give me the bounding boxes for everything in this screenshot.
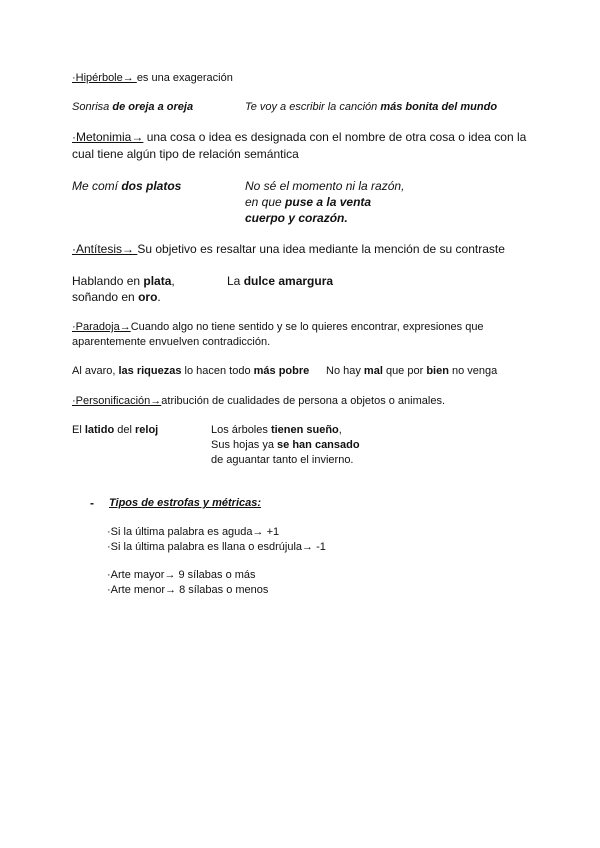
antitesis-definition: ·Antítesis→ Su objetivo es resaltar una idea mediante la mención de su contraste bbox=[72, 242, 505, 256]
paradoja-term: ·Paradoja→ bbox=[72, 321, 131, 333]
estrofas-heading: Tipos de estrofas y métricas: bbox=[109, 497, 262, 509]
personificacion-example-1: El latido del reloj bbox=[72, 424, 159, 436]
estrofas-item-llana: ·Si la última palabra es llana o esdrújula→ -1 bbox=[107, 541, 326, 553]
hiperbole-example-1: Sonrisa de oreja a oreja bbox=[72, 101, 194, 113]
paradoja-definition-line-2: aparentemente envuelven contradicción. bbox=[72, 336, 271, 348]
estrofas-item-arte-menor: ·Arte menor→ 8 sílabas o menos bbox=[107, 584, 269, 596]
personificacion-example-2-line-1: Los árboles tienen sueño, bbox=[211, 424, 342, 436]
personificacion-example-2-line-2: Sus hojas ya se han cansado bbox=[211, 439, 360, 451]
paradoja-example-1: Al avaro, las riquezas lo hacen todo más pobre bbox=[72, 365, 310, 377]
antitesis-example-1-line-1: Hablando en plata, bbox=[72, 274, 175, 288]
personificacion-term: ·Personificación→ bbox=[72, 395, 162, 407]
antitesis-term: ·Antítesis→ bbox=[72, 242, 138, 256]
estrofas-item-arte-mayor: ·Arte mayor→ 9 sílabas o más bbox=[107, 569, 256, 581]
hiperbole-definition: ·Hipérbole→ es una exageración bbox=[72, 72, 233, 84]
personificacion-example-2-line-3: de aguantar tanto el invierno. bbox=[211, 454, 354, 466]
metonimia-example-2-line-1: No sé el momento ni la razón, bbox=[245, 179, 405, 193]
metonimia-definition-line-2: cual tiene algún tipo de relación semántica bbox=[72, 147, 299, 161]
hiperbole-term: ·Hipérbole→ bbox=[72, 72, 137, 84]
metonimia-example-2-line-2: en que puse a la venta bbox=[245, 195, 372, 209]
paradoja-example-2: No hay mal que por bien no venga bbox=[326, 365, 498, 377]
antitesis-example-2: La dulce amargura bbox=[227, 274, 334, 288]
estrofas-item-aguda: ·Si la última palabra es aguda→ +1 bbox=[107, 526, 280, 538]
hiperbole-example-2: Te voy a escribir la canción más bonita del mundo bbox=[245, 101, 498, 113]
metonimia-example-1: Me comí dos platos bbox=[72, 179, 182, 193]
personificacion-definition: ·Personificación→atribución de cualidades de persona a objetos o animales. bbox=[72, 395, 446, 407]
paradoja-definition-line-1: ·Paradoja→Cuando algo no tiene sentido y se lo quieres encontrar, expresiones que bbox=[72, 321, 484, 333]
metonimia-term: ·Metonimia→ bbox=[72, 130, 144, 144]
list-bullet: - bbox=[90, 496, 94, 510]
antitesis-example-1-line-2: soñando en oro. bbox=[72, 290, 161, 304]
metonimia-example-2-line-3: cuerpo y corazón. bbox=[245, 211, 348, 225]
metonimia-definition-line-1: ·Metonimia→ una cosa o idea es designada con el nombre de otra cosa o idea con la bbox=[72, 130, 527, 144]
